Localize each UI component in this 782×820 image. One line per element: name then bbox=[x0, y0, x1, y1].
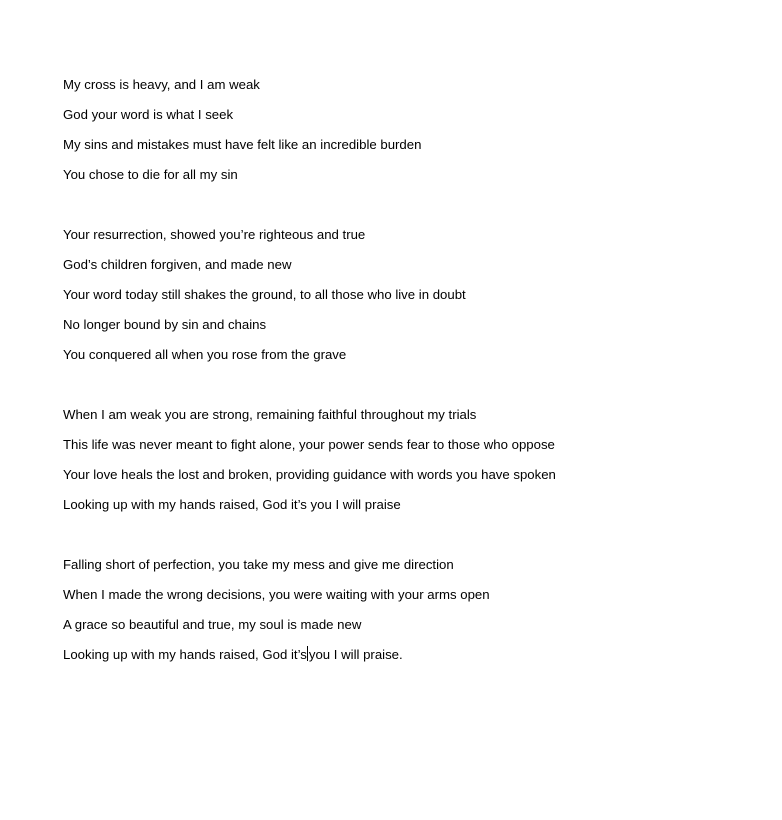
poem-text[interactable] bbox=[63, 75, 763, 705]
stanza-2 bbox=[63, 225, 763, 375]
poem-line: You chose to die for all my sin bbox=[63, 167, 238, 182]
poem-line: Falling short of perfection, you take my mess and give me direction bbox=[63, 557, 454, 572]
poem-line: You conquered all when you rose from the grave bbox=[63, 347, 347, 362]
poem-line: Your word today still shakes the ground, to all those who live in doubt bbox=[63, 287, 466, 302]
stanza-3 bbox=[63, 405, 763, 525]
poem-line: Your resurrection, showed you’re righteous and true bbox=[63, 227, 366, 242]
line-text-after-caret: you I will praise. bbox=[308, 647, 403, 662]
poem-line: God’s children forgiven, and made new bbox=[63, 257, 292, 272]
text-cursor bbox=[307, 646, 308, 661]
stanza-1 bbox=[63, 75, 763, 195]
poem-line: My cross is heavy, and I am weak bbox=[63, 77, 260, 92]
line-text-before-caret: Looking up with my hands raised, God it’s bbox=[63, 647, 307, 662]
poem-line: My sins and mistakes must have felt like an incredible burden bbox=[63, 137, 422, 152]
poem-line: A grace so beautiful and true, my soul is made new bbox=[63, 617, 362, 632]
stanza-4 bbox=[63, 555, 763, 675]
poem-line: Your love heals the lost and broken, providing guidance with words you have spoken bbox=[63, 467, 556, 482]
poem-line: This life was never meant to fight alone, your power sends fear to those who oppose bbox=[63, 437, 555, 452]
poem-line: When I am weak you are strong, remaining faithful throughout my trials bbox=[63, 407, 477, 422]
poem-line: When I made the wrong decisions, you were waiting with your arms open bbox=[63, 587, 490, 602]
poem-line: No longer bound by sin and chains bbox=[63, 317, 267, 332]
poem-line-with-caret bbox=[63, 645, 763, 675]
poem-line: God your word is what I seek bbox=[63, 107, 234, 122]
poem-line: Looking up with my hands raised, God it’s you I will praise bbox=[63, 497, 401, 512]
